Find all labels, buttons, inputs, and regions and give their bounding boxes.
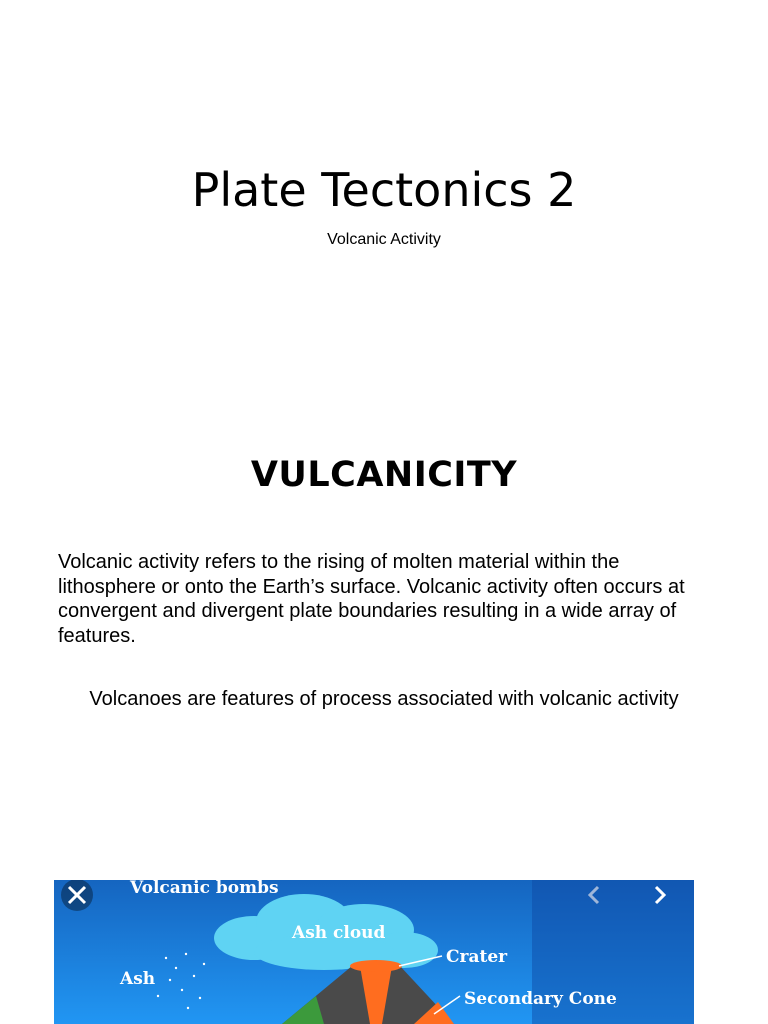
volcanic-bombs-label: Volcanic bombs bbox=[130, 880, 279, 898]
close-icon[interactable] bbox=[61, 880, 93, 911]
crater-label: Crater bbox=[446, 947, 508, 967]
secondary-cone-label: Secondary Cone bbox=[464, 989, 617, 1009]
ash-cloud-label: Ash cloud bbox=[292, 923, 386, 943]
body-paragraph: Volcanic activity refers to the rising of molten material within the lithosphere or onto the Earth’s surface. Volcanic activity often occurs at convergent and divergent plate boundaries resulting in a wide array of features. bbox=[58, 551, 685, 647]
slide-subtitle: Volcanic Activity bbox=[327, 231, 441, 248]
crater-lava bbox=[350, 960, 402, 972]
volcano-note: Volcanoes are features of process associated with volcanic activity bbox=[89, 688, 679, 710]
volcano-diagram bbox=[54, 880, 694, 1024]
section-heading: VULCANICITY bbox=[250, 455, 518, 495]
slide-title: Plate Tectonics 2 bbox=[191, 163, 577, 217]
ash-label: Ash bbox=[120, 969, 156, 989]
volcano-diagram-svg bbox=[54, 880, 694, 1024]
